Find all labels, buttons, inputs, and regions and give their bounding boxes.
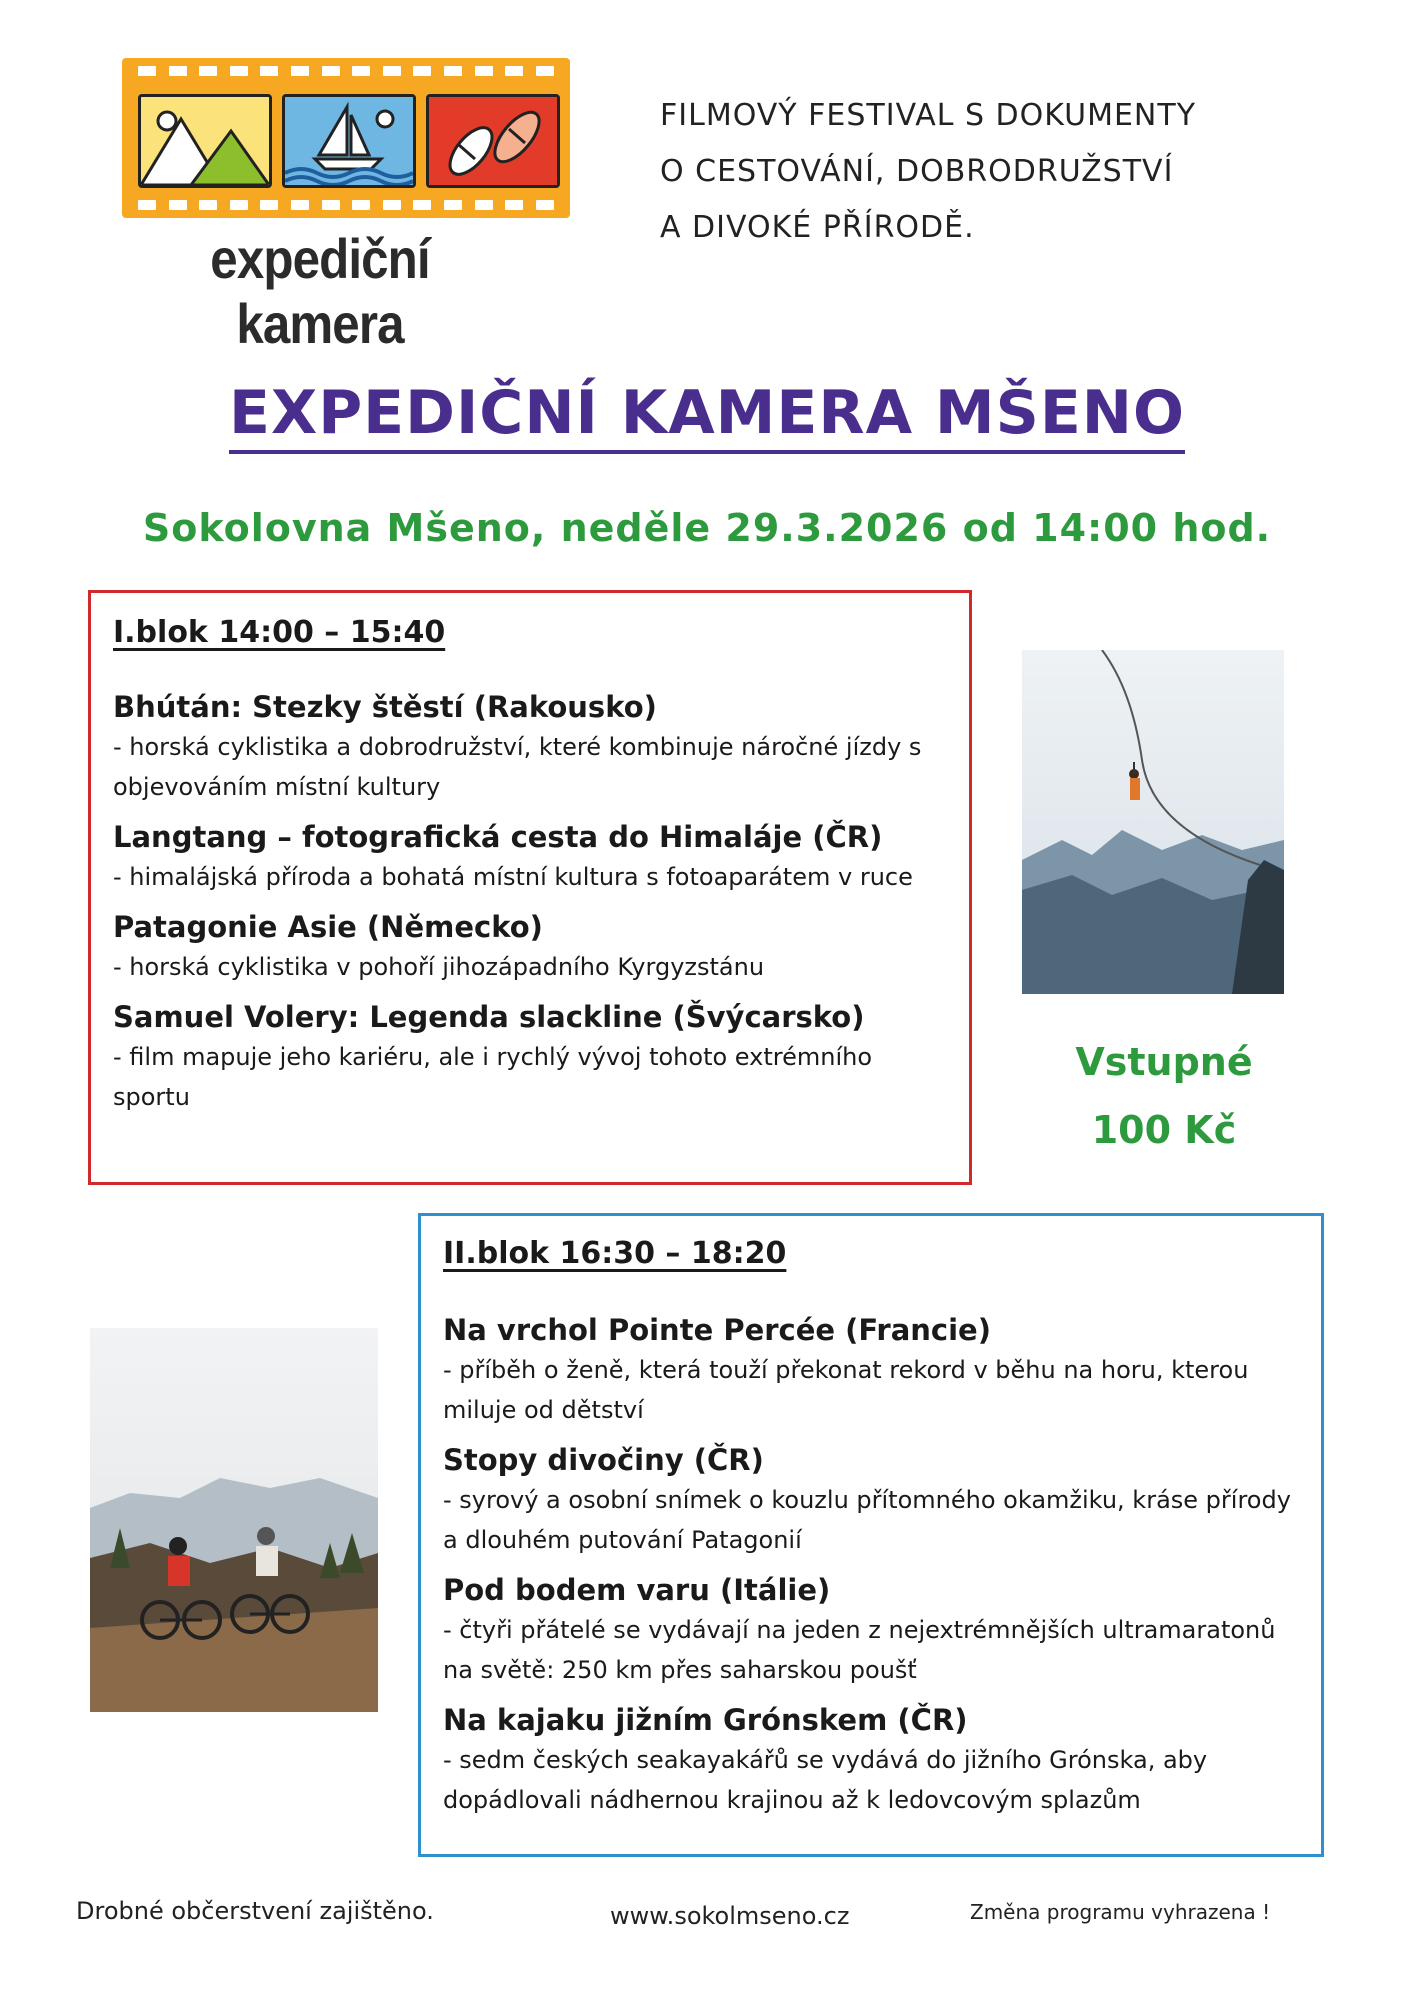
program-block-2 bbox=[418, 1213, 1324, 1857]
page-title-text: EXPEDIČNÍ KAMERA MŠENO bbox=[229, 378, 1185, 454]
film-title: Na kajaku jižním Grónskem (ČR) bbox=[443, 1703, 968, 1737]
block-2-films bbox=[443, 1310, 1305, 1830]
festival-logo bbox=[122, 58, 572, 355]
event-venue-date: Sokolovna Mšeno, neděle 29.3.2026 od 14:00 hod. bbox=[142, 506, 1272, 550]
sailboat-icon bbox=[282, 94, 416, 188]
tagline-line: O CESTOVÁNÍ, DOBRODRUŽSTVÍ bbox=[660, 154, 1174, 189]
tagline-line: FILMOVÝ FESTIVAL S DOKUMENTY bbox=[660, 98, 1197, 133]
block-1-heading: I.blok 14:00 – 15:40 bbox=[113, 615, 446, 650]
film-description: - horská cyklistika a dobrodružství, které kombinuje náročné jízdy s objevováním místní kultury bbox=[113, 733, 922, 801]
film-title: Stopy divočiny (ČR) bbox=[443, 1443, 764, 1477]
footer-website-link[interactable]: www.sokolmseno.cz bbox=[610, 1902, 850, 1930]
block-2-heading: II.blok 16:30 – 18:20 bbox=[443, 1236, 787, 1271]
mountain-icon bbox=[138, 94, 272, 188]
logo-wordmark: expediční kamera bbox=[210, 227, 430, 355]
page-title bbox=[0, 378, 1414, 448]
film-title: Na vrchol Pointe Percée (Francie) bbox=[443, 1313, 991, 1347]
film-description: - himalájská příroda a bohatá místní kultura s fotoaparátem v ruce bbox=[113, 863, 913, 891]
tagline-line: A DIVOKÉ PŘÍRODĚ. bbox=[660, 210, 975, 245]
logo-filmstrip bbox=[122, 58, 570, 218]
film-description: - příběh o ženě, která touží překonat rekord v běhu na horu, kterou miluje od dětství bbox=[443, 1356, 1249, 1424]
slackline-photo bbox=[1022, 650, 1284, 994]
film-title: Pod bodem varu (Itálie) bbox=[443, 1573, 831, 1607]
mountain-bikers-photo bbox=[90, 1328, 378, 1712]
film-description: - čtyři přátelé se vydávají na jeden z nejextrémnějších ultramaratonů na světě: 250 km přes saharskou poušť bbox=[443, 1616, 1276, 1684]
admission-price bbox=[1014, 1028, 1314, 1164]
film-title: Patagonie Asie (Německo) bbox=[113, 910, 543, 944]
admission-amount: 100 Kč bbox=[1091, 1108, 1237, 1152]
footer-refreshments: Drobné občerstvení zajištěno. bbox=[76, 1897, 434, 1925]
program-block-1 bbox=[88, 590, 972, 1185]
block-1-films bbox=[113, 687, 953, 1127]
film-holes-top bbox=[138, 66, 554, 76]
film-title: Samuel Volery: Legenda slackline (Švýcarsko) bbox=[113, 1000, 865, 1034]
film-description: - film mapuje jeho kariéru, ale i rychlý vývoj tohoto extrémního sportu bbox=[113, 1043, 873, 1111]
film-title: Bhútán: Stezky štěstí (Rakousko) bbox=[113, 690, 657, 724]
footer-program-change-note: Změna programu vyhrazena ! bbox=[970, 1900, 1271, 1924]
festival-tagline bbox=[660, 88, 1380, 256]
film-description: - sedm českých seakayakářů se vydává do jižního Grónska, aby dopádlovali nádhernou krajinou až k ledovcovým splazům bbox=[443, 1746, 1208, 1814]
footprint-icon bbox=[426, 94, 560, 188]
film-holes-bottom bbox=[138, 200, 554, 210]
film-description: - syrový a osobní snímek o kouzlu přítomného okamžiku, kráse přírody a dlouhém putování Patagonií bbox=[443, 1486, 1291, 1554]
film-title: Langtang – fotografická cesta do Himaláje (ČR) bbox=[113, 820, 883, 854]
film-description: - horská cyklistika v pohoří jihozápadního Kyrgyzstánu bbox=[113, 953, 765, 981]
admission-label: Vstupné bbox=[1075, 1040, 1253, 1084]
